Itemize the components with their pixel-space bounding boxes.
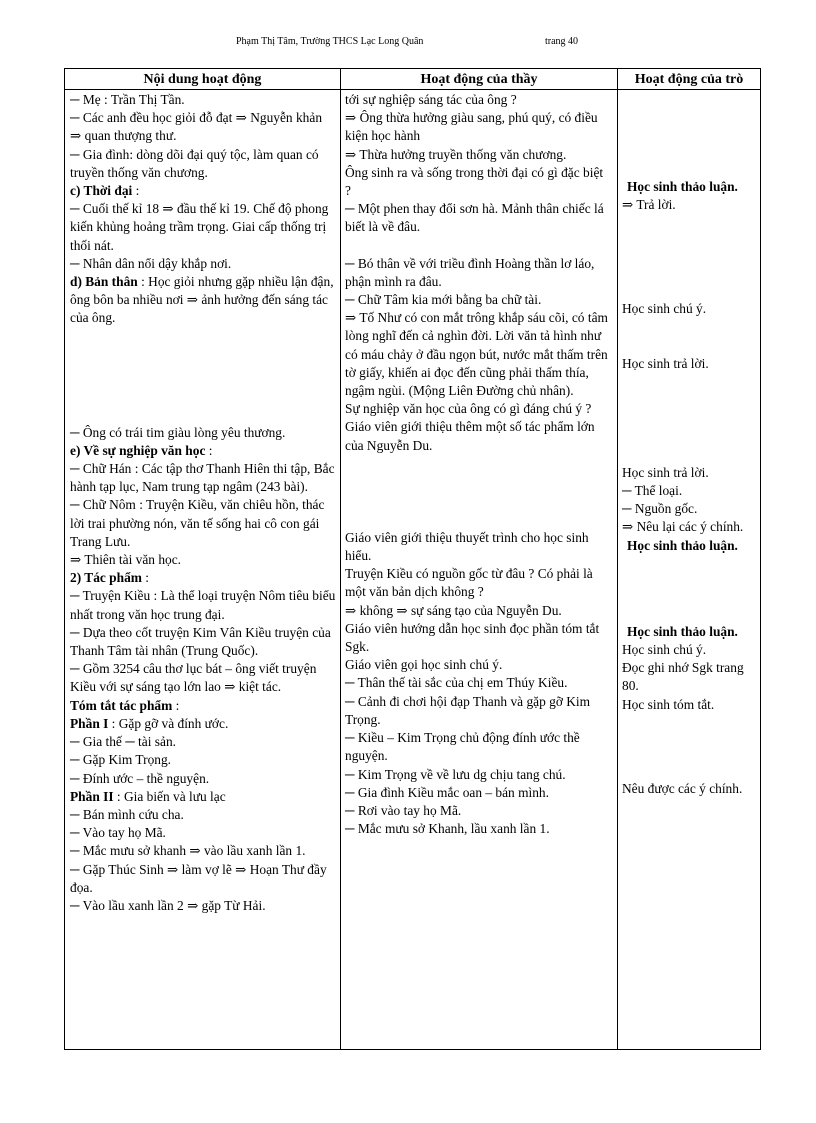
cell-paragraph: ─ Vào lầu xanh lần 2 ⇒ gặp Từ Hải. — [70, 897, 266, 913]
cell-paragraph: ─ Gặp Thúc Sinh ⇒ làm vợ lẽ ⇒ Hoạn Thư đầy đọa. — [70, 861, 327, 895]
cell-paragraph: ⇒ không ⇒ sự sáng tạo của Nguyễn Du. — [345, 602, 562, 618]
column-header-content: Nội dung hoạt động — [143, 72, 262, 87]
student-column — [622, 91, 758, 798]
cell-paragraph: ─ Các anh đều học giỏi đỗ đạt ⇒ Nguyễn khản ⇒ quan thượng thư. — [70, 110, 323, 144]
cell-paragraph: ─ Chữ Hán : Các tập thơ Thanh Hiên thi tập, Bắc hành tạp lục, Nam trung tạp ngâm (243 bài). — [70, 461, 335, 495]
cell-paragraph: 2) Tác phẩm : — [70, 570, 150, 586]
header-rule — [65, 89, 760, 90]
cell-paragraph: ─ Ông có trái tim giàu lòng yêu thương. — [70, 424, 286, 440]
cell-paragraph: ⇒ Trả lời. — [622, 197, 676, 213]
cell-paragraph: ─ Gia đình Kiều mắc oan – bán mình. — [345, 784, 549, 800]
lesson-table — [64, 68, 761, 1050]
cell-paragraph: ─ Một phen thay đổi sơn hà. Mảnh thân chiếc lá biết là về đâu. — [345, 201, 604, 235]
cell-paragraph: ─ Truyện Kiều : Là thể loại truyện Nôm tiêu biểu nhất trong văn học trung đại. — [70, 588, 336, 622]
column-divider — [340, 69, 341, 1049]
cell-paragraph: Ông sinh ra và sống trong thời đại có gì đặc biệt ? — [345, 164, 604, 199]
cell-paragraph: Giáo viên giới thiệu thêm một số tác phẩm lớn của Nguyễn Du. — [345, 419, 595, 453]
cell-paragraph: Học sinh tóm tắt. — [622, 696, 715, 712]
cell-paragraph: Phần I : Gặp gỡ và đính ước. — [70, 715, 229, 731]
cell-paragraph: Phần II : Gia biến và lưu lạc — [70, 788, 226, 804]
cell-paragraph: ⇒ Ông thừa hưởng giàu sang, phú quý, có điều kiện học hành — [345, 110, 598, 144]
cell-paragraph: Sự nghiệp văn học của ông có gì đáng chú ý ? — [345, 401, 592, 417]
cell-paragraph: Tóm tắt tác phẩm : — [70, 697, 180, 713]
cell-paragraph: Học sinh thảo luận. — [627, 623, 738, 639]
cell-paragraph: ─ Cảnh đi chơi hội đạp Thanh và gặp gỡ Kim Trọng. — [345, 693, 591, 727]
cell-paragraph: ─ Vào tay họ Mã. — [70, 825, 166, 841]
cell-paragraph: ─ Rơi vào tay họ Mã. — [345, 802, 462, 818]
cell-paragraph: ─ Đính ước – thề nguyện. — [70, 770, 210, 786]
cell-paragraph: ⇒ Thừa hưởng truyền thống văn chương. — [345, 146, 567, 162]
cell-paragraph: ─ Bán mình cứu cha. — [70, 806, 184, 822]
cell-paragraph: Giáo viên giới thiệu thuyết trình cho học sinh hiểu. — [345, 529, 589, 564]
cell-paragraph: ⇒ Thiên tài văn học. — [70, 552, 182, 568]
cell-paragraph: Học sinh thảo luận. — [627, 537, 738, 553]
header-page-number: trang 40 — [545, 36, 579, 47]
column-header-student: Hoạt động của trò — [634, 72, 744, 87]
cell-paragraph: ─ Gia thế ─ tài sản. — [70, 734, 176, 750]
cell-paragraph: tới sự nghiệp sáng tác của ông ? — [345, 92, 517, 107]
cell-paragraph: ─ Gia đình: dòng dõi đại quý tộc, làm quan có truyền thống văn chương. — [70, 146, 319, 180]
cell-paragraph: Giáo viên gọi học sinh chú ý. — [345, 657, 503, 673]
cell-paragraph: ─ Nguồn gốc. — [622, 501, 698, 517]
cell-paragraph: ─ Dựa theo cốt truyện Kim Vân Kiều truyện của Thanh Tâm tài nhân (Trung Quốc). — [70, 624, 331, 659]
cell-paragraph: Học sinh trả lời. — [622, 355, 709, 371]
cell-paragraph: ─ Chữ Nôm : Truyện Kiều, văn chiêu hồn, thác lời trai phường nón, văn tế sống hai cô con gái Trang Lưu. — [70, 497, 325, 549]
cell-paragraph: ─ Gặp Kim Trọng. — [70, 752, 172, 768]
cell-paragraph: Học sinh chú ý. — [622, 301, 707, 317]
cell-paragraph: Học sinh trả lời. — [622, 464, 709, 480]
cell-paragraph: ⇒ Tố Như có con mắt trông khắp sáu cõi, có tâm lòng nghĩ đến cả nghìn đời. Lời văn tả hình như có máu chảy ở đầu ngọn bút, nước mắt thấm trên tờ giấy, khiến ai đọc đến cũng phải thấm thía, ngậm ngùi. (Mộng Liên Đường chủ nhân). — [345, 310, 608, 399]
cell-paragraph: Học sinh thảo luận. — [627, 179, 738, 194]
cell-paragraph: ─ Kiều – Kim Trọng chủ động đính ước thề nguyện. — [345, 730, 580, 764]
cell-paragraph: ─ Mắc mưu sở Khanh, lầu xanh lần 1. — [345, 821, 550, 837]
cell-paragraph: ⇒ Nêu lại các ý chính. — [622, 519, 744, 535]
header-author: Phạm Thị Tâm, Trường THCS Lạc Long Quân — [236, 36, 424, 47]
cell-paragraph: ─ Bó thân về với triều đình Hoàng thần lơ láo, phận mình ra đâu. — [345, 255, 595, 289]
cell-paragraph: Đọc ghi nhớ Sgk trang 80. — [622, 660, 744, 694]
cell-paragraph: ─ Mẹ : Trần Thị Tần. — [70, 92, 185, 107]
cell-paragraph: Truyện Kiều có nguồn gốc từ đâu ? Có phải là một văn bản dịch không ? — [345, 566, 593, 600]
cell-paragraph: ─ Nhân dân nổi dậy khắp nơi. — [70, 255, 232, 271]
cell-paragraph: d) Bản thân : Học giỏi nhưng gặp nhiều lận đận, ông bôn ba nhiều nơi ⇒ ảnh hưởng đến sáng tác của ông. — [70, 274, 334, 326]
teacher-column — [345, 91, 611, 838]
cell-paragraph: e) Về sự nghiệp văn học : — [70, 442, 213, 458]
cell-paragraph: ─ Mắc mưu sở khanh ⇒ vào lầu xanh lần 1. — [70, 843, 306, 859]
cell-paragraph: c) Thời đại : — [70, 183, 140, 199]
cell-paragraph: ─ Kim Trọng về về lưu dg chịu tang chú. — [345, 766, 566, 782]
cell-paragraph: Giáo viên hướng dẫn học sinh đọc phần tóm tắt Sgk. — [345, 620, 600, 655]
column-header-teacher: Hoạt động của thầy — [420, 72, 538, 87]
cell-paragraph: ─ Cuối thế kỉ 18 ⇒ đầu thế kỉ 19. Chế độ phong kiến khủng hoảng trầm trọng. Giai cấp thống trị thối nát. — [70, 201, 329, 253]
column-divider — [617, 69, 618, 1049]
cell-paragraph: ─ Thân thế tài sắc của chị em Thúy Kiều. — [345, 675, 568, 691]
page-header — [0, 36, 816, 50]
cell-paragraph: ─ Gồm 3254 câu thơ lục bát – ông viết truyện Kiều với sự sáng tạo lớn lao ⇒ kiệt tác. — [70, 661, 317, 695]
cell-paragraph: Học sinh chú ý. — [622, 642, 707, 658]
cell-paragraph: ─ Chữ Tâm kia mới bằng ba chữ tài. — [345, 292, 542, 308]
cell-paragraph: ─ Thể loại. — [622, 483, 683, 499]
cell-paragraph: Nêu được các ý chính. — [622, 780, 743, 796]
content-column — [70, 91, 336, 915]
